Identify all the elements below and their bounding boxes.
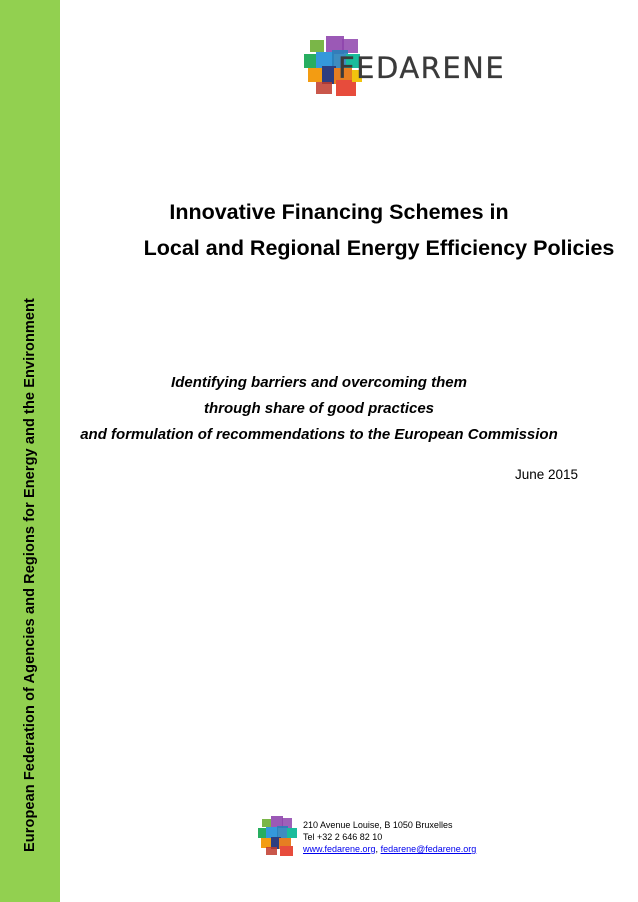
footer-links bbox=[303, 843, 476, 855]
document-title-line-1: Innovative Financing Schemes in bbox=[169, 200, 509, 224]
subtitle-line-2: through share of good practices bbox=[203, 400, 435, 417]
publication-date: June 2015 bbox=[514, 467, 578, 482]
organisation-name-vertical: European Federation of Agencies and Regions for Energy and the Environment bbox=[22, 298, 38, 852]
footer-logo-mosaic-icon bbox=[258, 816, 302, 856]
subtitle-line-1: Identifying barriers and overcoming them bbox=[171, 374, 467, 391]
footer-address: 210 Avenue Louise, B 1050 Bruxelles bbox=[303, 820, 453, 830]
footer-contact bbox=[303, 819, 476, 855]
footer-phone: Tel +32 2 646 82 10 bbox=[303, 832, 383, 842]
document-title-line-2: Local and Regional Energy Efficiency Policies bbox=[143, 236, 615, 260]
link-separator: , bbox=[375, 844, 381, 854]
subtitle-line-3: and formulation of recommendations to the European Commission bbox=[80, 426, 558, 443]
email-link[interactable]: fedarene@fedarene.org bbox=[380, 844, 477, 854]
side-bar bbox=[0, 0, 60, 902]
logo-wordmark: FEDARENE bbox=[338, 51, 506, 85]
website-link[interactable]: www.fedarene.org bbox=[303, 844, 376, 854]
fedarene-logo bbox=[302, 36, 506, 98]
